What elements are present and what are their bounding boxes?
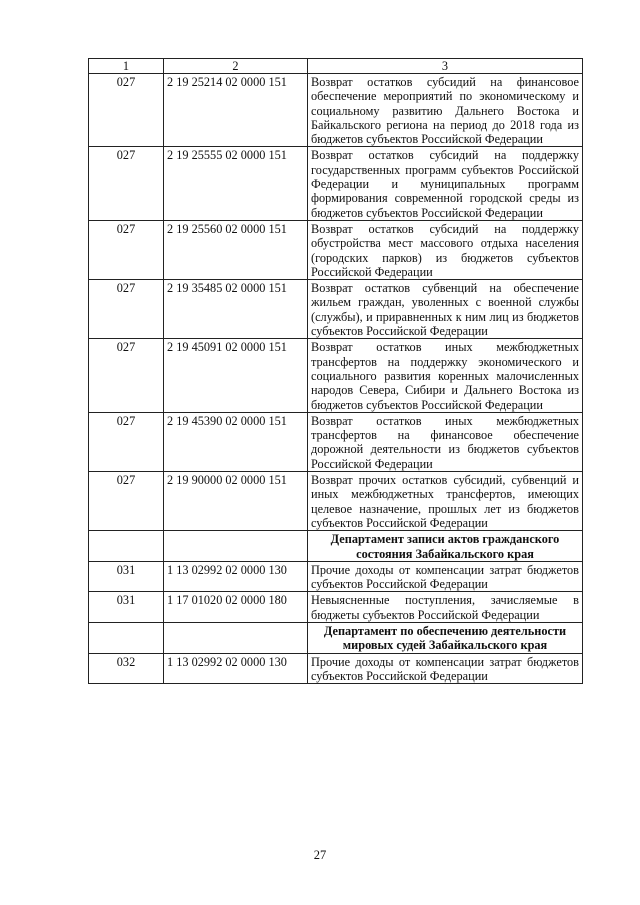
table-row bbox=[89, 74, 583, 147]
empty-cell bbox=[164, 622, 308, 653]
admin-code-cell: 027 bbox=[89, 339, 164, 412]
description-cell: Возврат остатков субсидий на поддержку государственных программ субъектов Российской Федерации и муниципальных программ формирования современной городской среды из бюджетов субъектов Российской Федерации bbox=[308, 147, 583, 220]
column-header-3: 3 bbox=[308, 59, 583, 74]
table-row bbox=[89, 472, 583, 531]
admin-code-cell: 027 bbox=[89, 74, 164, 147]
table-row bbox=[89, 653, 583, 684]
description-cell: Возврат остатков субвенций на обеспечение жильем граждан, уволенных с военной службы (службы), и приравненных к ним лиц из бюджетов субъектов Российской Федерации bbox=[308, 280, 583, 339]
admin-code-cell: 027 bbox=[89, 280, 164, 339]
revenue-code-cell: 1 13 02992 02 0000 130 bbox=[164, 653, 308, 684]
revenue-code-cell: 2 19 45390 02 0000 151 bbox=[164, 412, 308, 471]
empty-cell bbox=[89, 622, 164, 653]
page-number: 27 bbox=[313, 848, 327, 862]
description-cell: Возврат остатков иных межбюджетных трансфертов на финансовое обеспечение дорожной деятельности из бюджетов субъектов Российской Федерации bbox=[308, 412, 583, 471]
admin-code-cell: 031 bbox=[89, 561, 164, 592]
table-row bbox=[89, 339, 583, 412]
description-cell: Невыясненные поступления, зачисляемые в бюджеты субъектов Российской Федерации bbox=[308, 592, 583, 623]
revenue-code-cell: 2 19 25555 02 0000 151 bbox=[164, 147, 308, 220]
budget-classification-table bbox=[88, 58, 583, 684]
empty-cell bbox=[164, 531, 308, 562]
section-heading: Департамент по обеспечению деятельности мировых судей Забайкальского края bbox=[308, 622, 583, 653]
description-cell: Возврат остатков иных межбюджетных трансфертов на поддержку экономического и социального развития коренных малочисленных народов Севера, Сибири и Дальнего Востока из бюджетов субъектов Российской Федерации bbox=[308, 339, 583, 412]
description-cell: Возврат остатков субсидий на финансовое обеспечение мероприятий по экономическому и социальному развитию Дальнего Востока и Байкальского региона на период до 2018 года из бюджетов субъектов Российской Федерации bbox=[308, 74, 583, 147]
revenue-code-cell: 1 17 01020 02 0000 180 bbox=[164, 592, 308, 623]
section-row bbox=[89, 531, 583, 562]
table-row bbox=[89, 561, 583, 592]
revenue-code-cell: 1 13 02992 02 0000 130 bbox=[164, 561, 308, 592]
admin-code-cell: 027 bbox=[89, 147, 164, 220]
description-cell: Возврат остатков субсидий на поддержку обустройства мест массового отдыха населения (городских парков) из бюджетов субъектов Российской Федерации bbox=[308, 220, 583, 279]
table-row bbox=[89, 592, 583, 623]
admin-code-cell: 027 bbox=[89, 472, 164, 531]
revenue-code-cell: 2 19 25214 02 0000 151 bbox=[164, 74, 308, 147]
table-row bbox=[89, 412, 583, 471]
description-cell: Прочие доходы от компенсации затрат бюджетов субъектов Российской Федерации bbox=[308, 653, 583, 684]
column-header-2: 2 bbox=[164, 59, 308, 74]
table-row bbox=[89, 280, 583, 339]
table-header-row bbox=[89, 59, 583, 74]
admin-code-cell: 031 bbox=[89, 592, 164, 623]
admin-code-cell: 027 bbox=[89, 412, 164, 471]
empty-cell bbox=[89, 531, 164, 562]
revenue-code-cell: 2 19 45091 02 0000 151 bbox=[164, 339, 308, 412]
table-row bbox=[89, 220, 583, 279]
table-row bbox=[89, 147, 583, 220]
section-row bbox=[89, 622, 583, 653]
revenue-code-cell: 2 19 25560 02 0000 151 bbox=[164, 220, 308, 279]
revenue-code-cell: 2 19 90000 02 0000 151 bbox=[164, 472, 308, 531]
admin-code-cell: 032 bbox=[89, 653, 164, 684]
admin-code-cell: 027 bbox=[89, 220, 164, 279]
description-cell: Возврат прочих остатков субсидий, субвенций и иных межбюджетных трансфертов, имеющих целевое назначение, прошлых лет из бюджетов субъектов Российской Федерации bbox=[308, 472, 583, 531]
revenue-code-cell: 2 19 35485 02 0000 151 bbox=[164, 280, 308, 339]
section-heading: Департамент записи актов гражданского состояния Забайкальского края bbox=[308, 531, 583, 562]
column-header-1: 1 bbox=[89, 59, 164, 74]
description-cell: Прочие доходы от компенсации затрат бюджетов субъектов Российской Федерации bbox=[308, 561, 583, 592]
